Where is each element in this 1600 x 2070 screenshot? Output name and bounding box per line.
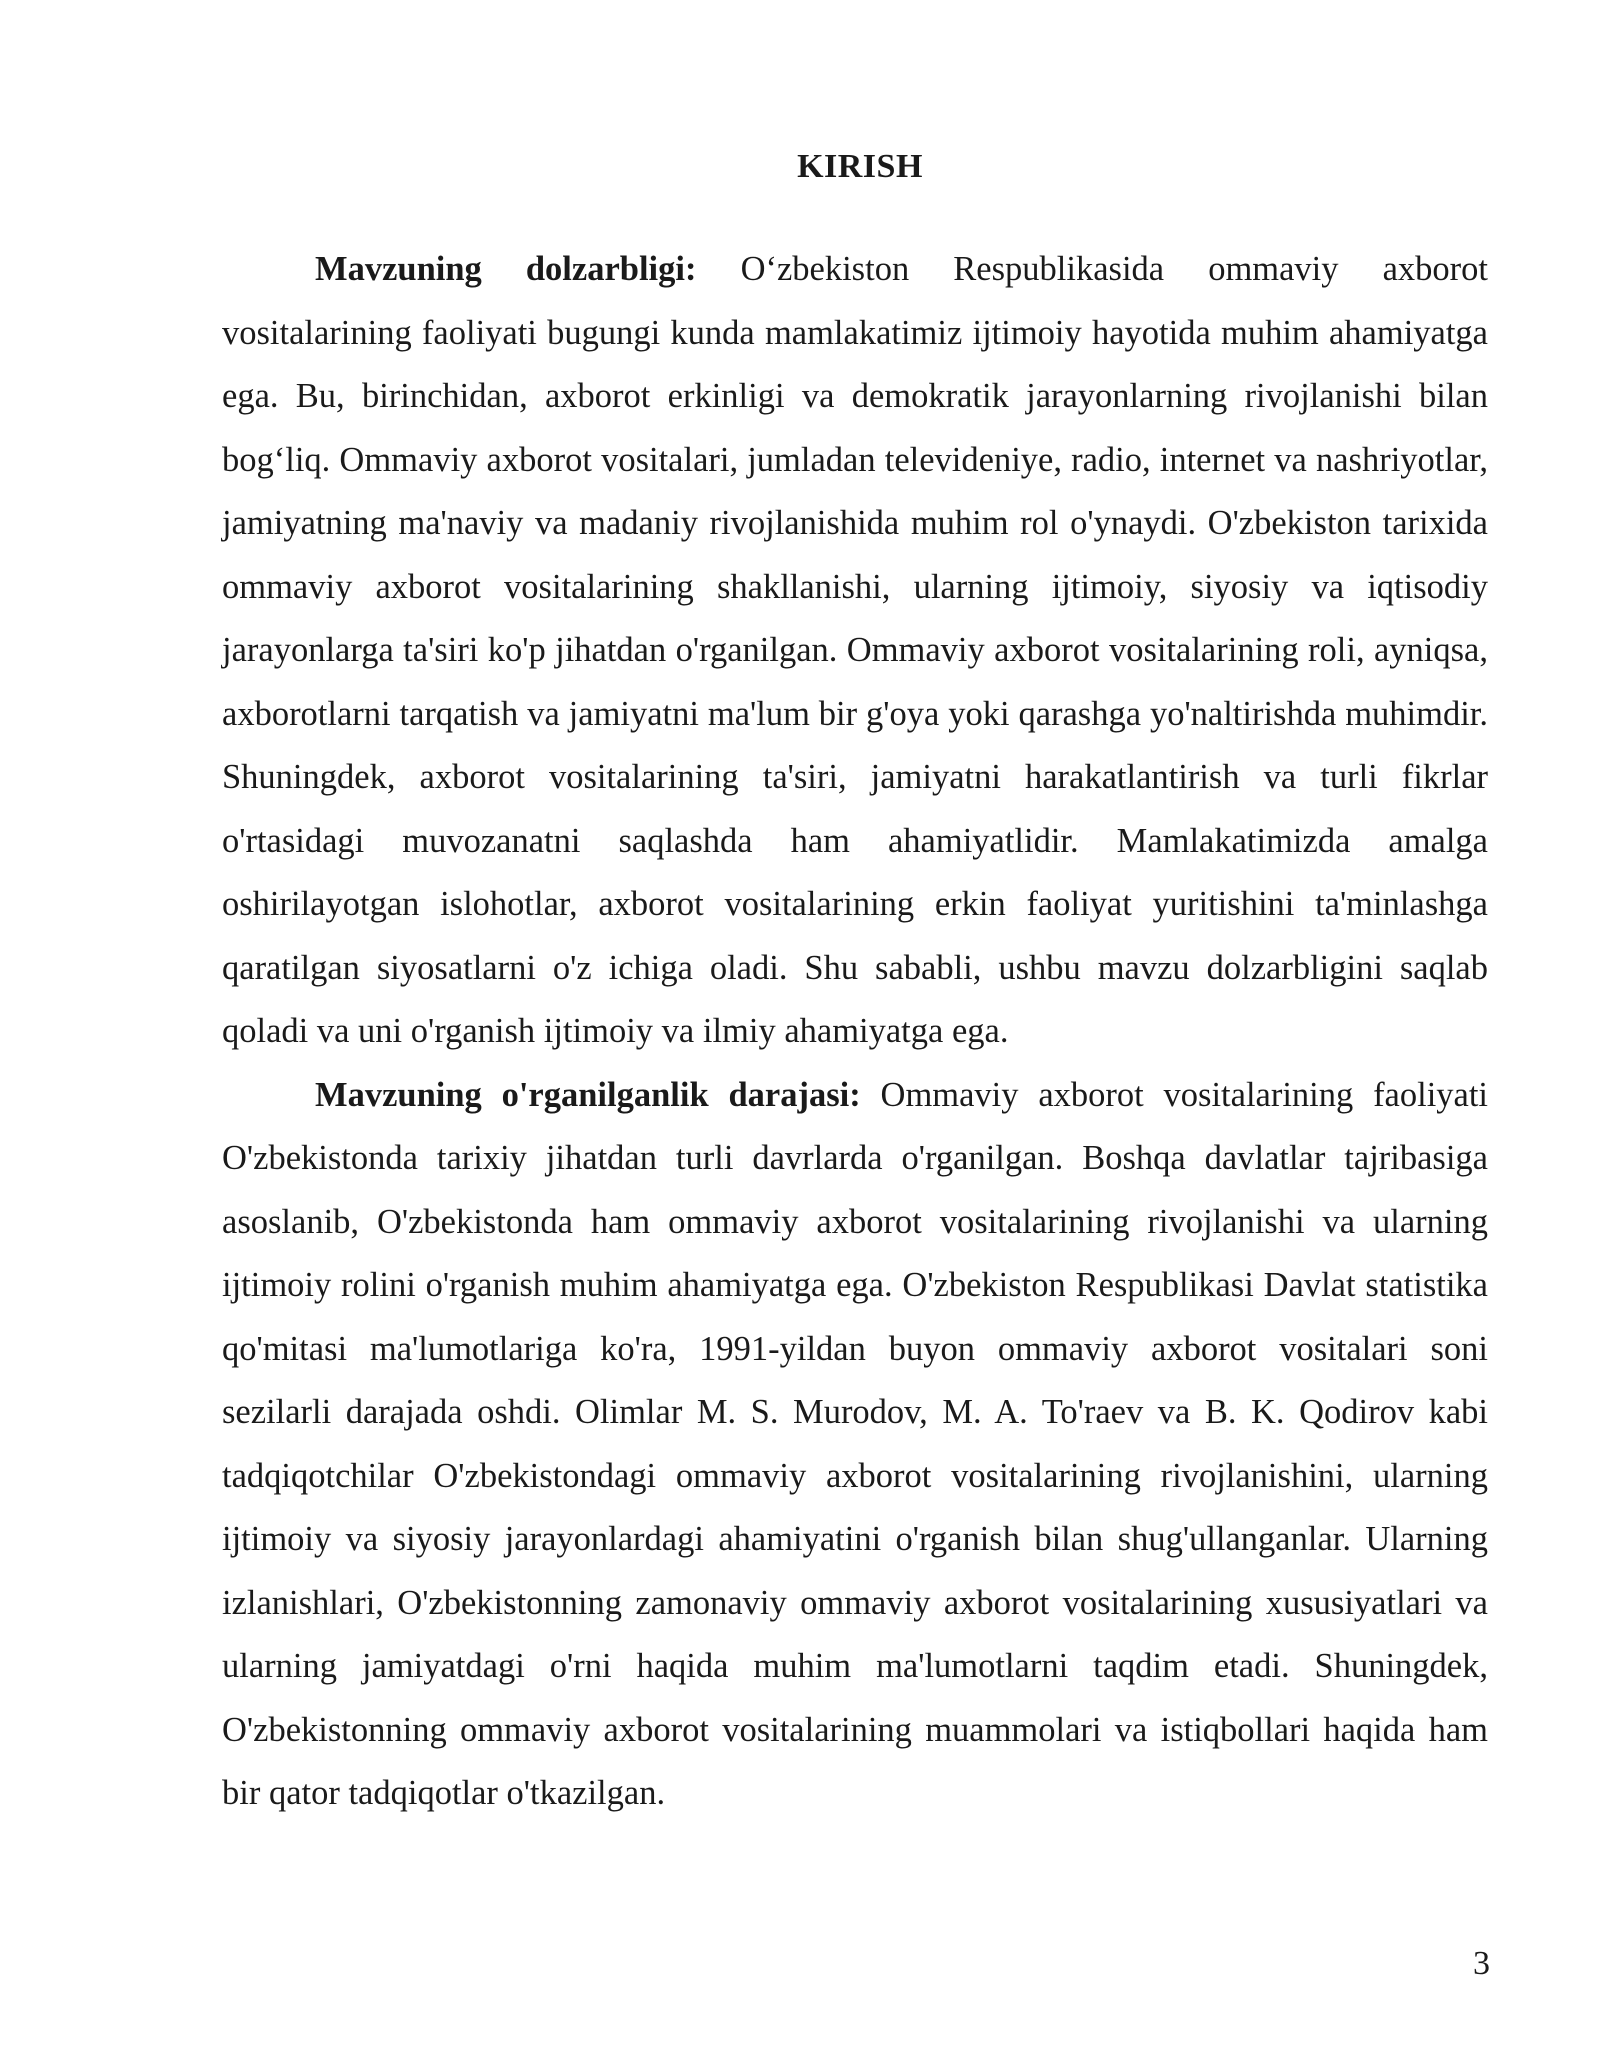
paragraph-text: O‘zbekiston Respublikasida ommaviy axborot vositalarining faoliyati bugungi kunda mamlakatimiz ijtimoiy hayotida muhim ahamiyatga ega. Bu, birinchidan, axborot erkinligi va demokratik jarayonlarning rivojlanishi bilan bog‘liq. Ommaviy axborot vositalari, jumladan televideniye, radio, internet va nashriyotlar, jamiyatning ma'naviy va madaniy rivojlanishida muhim rol o'ynaydi. O'zbekiston tarixida ommaviy axborot vositalarining shakllanishi, ularning ijtimoiy, siyosiy va iqtisodiy jarayonlarga ta'siri ko'p jihatdan o'rganilgan. Ommaviy axborot vositalarining roli, ayniqsa, axborotlarni tarqatish va jamiyatni ma'lum bir g'oya yoki qarashga yo'naltirishda muhimdir. Shuningdek, axborot vositalarining ta'siri, jamiyatni harakatlantirish va turli fikrlar o'rtasidagi muvozanatni saqlashda ham ahamiyatlidir. Mamlakatimizda amalga oshirilayotgan islohotlar, axborot vositalarining erkin faoliyat yuritishini ta'minlashga qaratilgan siyosatlarni o'z ichiga oladi. Shu sababli, ushbu mavzu dolzarbligini saqlab qoladi va uni o'rganish ijtimoiy va ilmiy ahamiyatga ega. [222, 250, 1489, 1050]
page-number: 3 [1473, 1945, 1490, 1982]
paragraph-lead: Mavzuning dolzarbligi: [315, 250, 697, 288]
paragraph-relevance [222, 238, 1488, 1064]
paragraph-research-level [222, 1064, 1488, 1826]
paragraph-text: Ommaviy axborot vositalarining faoliyati O'zbekistonda tarixiy jihatdan turli davrlarda o'rganilgan. Boshqa davlatlar tajribasiga asoslanib, O'zbekistonda ham ommaviy axborot vositalarining rivojlanishi va ularning ijtimoiy rolini o'rganish muhim ahamiyatga ega. O'zbekiston Respublikasi Davlat statistika qo'mitasi ma'lumotlariga ko'ra, 1991-yildan buyon ommaviy axborot vositalari soni sezilarli darajada oshdi. Olimlar M. S. Murodov, M. A. To'raev va B. K. Qodirov kabi tadqiqotchilar O'zbekistondagi ommaviy axborot vositalarining rivojlanishini, ularning ijtimoiy va siyosiy jarayonlardagi ahamiyatini o'rganish bilan shug'ullanganlar. Ularning izlanishlari, O'zbekistonning zamonaviy ommaviy axborot vositalarining xususiyatlari va ularning jamiyatdagi o'rni haqida muhim ma'lumotlarni taqdim etadi. Shuningdek, O'zbekistonning ommaviy axborot vositalarining muammolari va istiqbollari haqida ham bir qator tadqiqotlar o'tkazilgan. [222, 1075, 1489, 1812]
section-title: KIRISH [797, 148, 923, 185]
paragraph-lead: Mavzuning o'rganilganlik darajasi: [315, 1075, 861, 1114]
body-text [222, 238, 1488, 1826]
